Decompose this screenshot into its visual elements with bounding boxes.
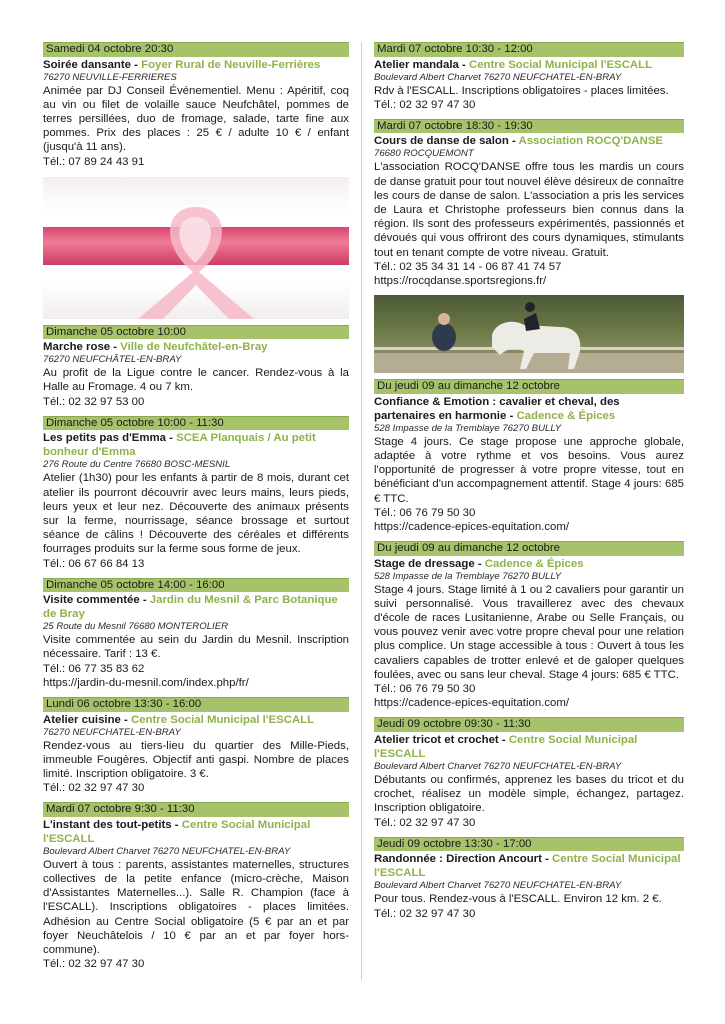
event-title: Soirée dansante — [43, 58, 131, 71]
event-phone: Tél.: 02 32 97 47 30 — [43, 782, 145, 795]
event-phone: Tél.: 06 76 79 50 30 — [374, 506, 476, 519]
right-column — [374, 42, 684, 928]
event-description: L'association ROCQ'DANSE offre tous les mardis un cours de danse gratuit pour tout nouvel élève désireux de connaître les cours de danse de salon. L'association a pris les services de Laura et Christophe professeurs bien connus dans la région. Ils sont des professeurs expérimentés, passionnés et dévoués qui vous offriront des cours dynamiques, stimulants tout en tenant compte de votre niveau. Gratuit. — [374, 161, 684, 259]
event-description: Visite commentée au sein du Jardin du Mesnil. Inscription nécessaire. Tarif : 13 €. — [43, 634, 349, 661]
event-address: 76680 ROCQUEMONT — [374, 148, 474, 160]
event-description: Stage 4 jours. Ce stage propose une approche globale, adaptée à votre rythme et vos besoins. Vous aurez l'opportunité de progresser à votre propre vitesse, tout en bénéficiant d'un accompagnement attentif. Stage 4 jours: 685 € TTC. — [374, 435, 684, 505]
event-date: Dimanche 05 octobre 10:00 — [43, 325, 349, 340]
event-date: Mardi 07 octobre 10:30 - 12:00 — [374, 42, 684, 57]
event-organizer: SCEA Planquais / Au petit bonheur d'Emma — [43, 432, 316, 459]
event-phone: Tél.: 07 89 24 43 91 — [43, 155, 145, 168]
event-phone: Tél.: 02 32 97 47 30 — [374, 816, 476, 829]
event-soiree-dansante: Samedi 04 octobre 20:30 Soirée dansante - Foyer Rural de Neuville-Ferrières 76270 NEUVILLE-FERRIERES Animée par DJ Conseil Événementiel. Menu : Apéritif, coq au vin ou filet de volaille sauce Neufchâtel, pommes de terres persillées, duo de fromage, salade, tarte fine aux pommes. Prix des places : 25 € / adulte 10 € / enfant (jusqu'à 11 ans). Tél.: 07 89 24 43 91 — [43, 43, 349, 168]
event-description: Rdv à l'ESCALL. Inscriptions obligatoires - places limitées. — [374, 84, 669, 97]
event-description: Atelier (1h30) pour les enfants à partir de 8 mois, durant cet atelier ils pourront découvrir avec leurs mains, leurs pieds, leurs yeux et leur nez. Découverte des animaux présents sur la ferme, nourrissage, séance brossage et surtout séance de câlins ! Découverte des céréales et différents fourrages produits sur la ferme sous forme de jeux. — [43, 472, 349, 556]
event-date: Lundi 06 octobre 13:30 - 16:00 — [43, 697, 349, 712]
event-address: 528 Impasse de la Tremblaye 76270 BULLY — [374, 422, 562, 434]
event-organizer: Centre Social Municipal l'ESCALL — [374, 733, 638, 760]
event-organizer: Jardin du Mesnil & Parc Botanique de Bray — [43, 594, 338, 621]
event-address: 76270 NEUVILLE-FERRIERES — [43, 71, 177, 83]
event-title: Marche rose — [43, 341, 111, 354]
event-organizer: Association ROCQ'DANSE — [518, 135, 664, 148]
event-website-link[interactable]: https://rocqdanse.sportsregions.fr/ — [374, 275, 547, 288]
event-title: Atelier tricot et crochet — [374, 733, 499, 746]
event-title: Randonnée : Direction Ancourt — [374, 853, 542, 866]
event-description: Pour tous. Rendez-vous à l'ESCALL. Environ 12 km. 2 €. — [374, 893, 662, 906]
event-description: Ouvert à tous : parents, assistantes maternelles, structures collectives de la petite enfance (micro-crèche, Maison d'Assistantes Maternelles...). Salle R. Champion (face à l'ESCALL). Inscriptions obligatoires - places limitées. Adhésion au Centre Social obligatoire (5 € par an et par foyer Neuchâtelois / 10 € par an et par foyer hors-commune). — [43, 858, 349, 957]
event-randonnee: Jeudi 09 octobre 13:30 - 17:00 Randonnée : Direction Ancourt - Centre Social Municipal l'ESCALL Boulevard Albert Charvet 76270 NEUFCHATEL-EN-BRAY Pour tous. Rendez-vous à l'ESCALL. Environ 12 km. 2 €. Tél.: 02 32 97 47 30 — [374, 837, 684, 921]
event-date: Dimanche 05 octobre 10:00 - 11:30 — [43, 416, 349, 431]
event-petits-pas-emma: Dimanche 05 octobre 10:00 - 11:30 Les petits pas d'Emma - SCEA Planquais / Au petit bonheur d'Emma 276 Route du Centre 76680 BOSC-MESNIL Atelier (1h30) pour les enfants à partir de 8 mois, durant cet atelier ils pourront découvrir avec leurs mains, leurs pieds, leurs yeux et leur nez. Découverte des animaux présents sur la ferme, nourrissage, séance brossage et surtout séance de câlins ! Découverte des céréales et différents fourrages produits sur la ferme sous forme de jeux. Tél.: 06 67 66 84 13 — [43, 416, 349, 570]
event-description: Débutants ou confirmés, apprenez les bases du tricot et du crochet, réalisez un modèle simple, échangez, partagez. Inscription obligatoire. — [374, 773, 684, 815]
event-description: Rendez-vous au tiers-lieu du quartier des Mille-Pieds, immeuble Fougères. Objectif anti gaspi. Nombre de places limité. Inscription obligatoire. 3 €. — [43, 739, 349, 780]
event-address: 25 Route du Mesnil 76680 MONTEROLIER — [43, 621, 229, 633]
event-address: 76270 NEUFCHATEL-EN-BRAY — [43, 726, 181, 738]
event-organizer: Centre Social Municipal l'ESCALL — [131, 713, 315, 726]
event-date: Samedi 04 octobre 20:30 — [43, 42, 349, 57]
event-marche-rose: Dimanche 05 octobre 10:00 Marche rose - Ville de Neufchâtel-en-Bray 76270 NEUFCHÂTEL-EN-BRAY Au profit de la Ligue contre le cancer. Rendez-vous à la Halle au Fromage. 4 ou 7 km. Tél.: 02 32 97 53 00 — [43, 325, 349, 408]
event-phone: Tél.: 06 76 79 50 30 — [374, 683, 476, 696]
event-website-link[interactable]: https://jardin-du-mesnil.com/index.php/fr/ — [43, 676, 249, 689]
event-phone: Tél.: 02 32 97 47 30 — [43, 958, 145, 971]
event-phone: Tél.: 06 67 66 84 13 — [43, 557, 145, 570]
event-title: Les petits pas d'Emma — [43, 432, 166, 445]
event-phone: Tél.: 06 77 35 83 62 — [43, 662, 145, 675]
event-description: Stage 4 jours. Stage limité à 1 ou 2 cavaliers pour garantir un suivi personnalisé. Vous travaillerez avec des chevaux d'école de races Lusitanienne, Arabe ou Selle Français, ou vous pouvez venir avec votre propre cheval pour une relation plus complice. Un stage accessible à tous : Ouvert à tous les cavaliers capables de trotter enlevé et de galoper quelques foulées, avec ou sans leur cheval. Stage 4 jours: 685 € TTC. — [374, 583, 684, 681]
event-visite-commentee: Dimanche 05 octobre 14:00 - 16:00 Visite commentée - Jardin du Mesnil & Parc Botanique de Bray 25 Route du Mesnil 76680 MONTEROLIER Visite commentée au sein du Jardin du Mesnil. Inscription nécessaire. Tarif : 13 €. Tél.: 06 77 35 83 62 https://jardin-du-mesnil.com/index.php/fr/ — [43, 578, 349, 689]
event-date: Mardi 07 octobre 9:30 - 11:30 — [43, 802, 349, 817]
event-title: Visite commentée — [43, 594, 140, 607]
event-address: Boulevard Albert Charvet 76270 NEUFCHATEL-EN-BRAY — [43, 845, 291, 857]
event-date: Mardi 07 octobre 18:30 - 19:30 — [374, 119, 684, 134]
event-instant-tout-petits: Mardi 07 octobre 9:30 - 11:30 L'instant des tout-petits - Centre Social Municipal l'ESCALL Boulevard Albert Charvet 76270 NEUFCHATEL-EN-BRAY Ouvert à tous : parents, assistantes maternelles, structures collectives de la petite enfance (micro-crèche, Maison d'Assistantes Maternelles...). Salle R. Champion (face à l'ESCALL). Inscriptions obligatoires - places limitées. Adhésion au Centre Social obligatoire (5 € par an et par foyer Neuchâtelois / 10 € par an et par foyer hors-commune). Tél.: 02 32 97 47 30 — [43, 803, 349, 971]
event-phone: Tél.: 02 32 97 53 00 — [43, 395, 145, 408]
event-organizer: Foyer Rural de Neuville-Ferrières — [141, 58, 321, 71]
horse-riding-photo — [374, 295, 684, 373]
event-address: Boulevard Albert Charvet 76270 NEUFCHATEL-EN-BRAY — [374, 760, 622, 772]
event-phone: Tél.: 02 35 34 31 14 - 06 87 41 74 57 — [374, 260, 562, 273]
event-date: Jeudi 09 octobre 13:30 - 17:00 — [374, 837, 684, 852]
event-address: Boulevard Albert Charvet 76270 NEUFCHATEL-EN-BRAY — [374, 71, 622, 83]
event-title: Stage de dressage — [374, 557, 475, 570]
event-address: 76270 NEUFCHÂTEL-EN-BRAY — [43, 354, 182, 366]
event-atelier-tricot: Jeudi 09 octobre 09:30 - 11:30 Atelier tricot et crochet - Centre Social Municipal l'ESCALL Boulevard Albert Charvet 76270 NEUFCHATEL-EN-BRAY Débutants ou confirmés, apprenez les bases du tricot et du crochet, réalisez un modèle simple, échangez, partagez. Inscription obligatoire. Tél.: 02 32 97 47 30 — [374, 718, 684, 829]
event-title: L'instant des tout-petits — [43, 818, 172, 831]
event-address: 528 Impasse de la Tremblaye 76270 BULLY — [374, 570, 562, 582]
event-description: Animée par DJ Conseil Événementiel. Menu : Apéritif, coq au vin ou filet de volaille sauce Neufchâtel, pommes de terres persillées, duo de fromage, salade, tarte fine aux pommes. Prix des places : 25 € / adulte 10 € / enfant (jusqu'à 11 ans). — [43, 84, 349, 154]
event-website-link[interactable]: https://cadence-epices-equitation.com/ — [374, 520, 570, 533]
event-title: Atelier mandala — [374, 58, 459, 71]
event-date: Du jeudi 09 au dimanche 12 octobre — [374, 379, 684, 394]
event-date: Jeudi 09 octobre 09:30 - 11:30 — [374, 717, 684, 732]
event-title: Confiance & Emotion : cavalier et cheval, des partenaires en harmonie — [374, 395, 620, 422]
event-phone: Tél.: 02 32 97 47 30 — [374, 98, 476, 111]
event-date: Dimanche 05 octobre 14:00 - 16:00 — [43, 578, 349, 593]
event-date: Du jeudi 09 au dimanche 12 octobre — [374, 541, 684, 556]
left-column — [43, 42, 349, 979]
event-phone: Tél.: 02 32 97 47 30 — [374, 907, 476, 920]
event-title: Cours de danse de salon — [374, 135, 509, 148]
event-address: Boulevard Albert Charvet 76270 NEUFCHATEL-EN-BRAY — [374, 880, 622, 892]
event-atelier-cuisine: Lundi 06 octobre 13:30 - 16:00 Atelier cuisine - Centre Social Municipal l'ESCALL 76270 NEUFCHATEL-EN-BRAY Rendez-vous au tiers-lieu du quartier des Mille-Pieds, immeuble Fougères. Objectif anti gaspi. Nombre de places limité. Inscription obligatoire. 3 €. Tél.: 02 32 97 47 30 — [43, 698, 349, 795]
pink-ribbon-photo — [43, 177, 349, 319]
event-atelier-mandala: Mardi 07 octobre 10:30 - 12:00 Atelier mandala - Centre Social Municipal l'ESCALL Boulevard Albert Charvet 76270 NEUFCHATEL-EN-BRAY Rdv à l'ESCALL. Inscriptions obligatoires - places limitées. Tél.: 02 32 97 47 30 — [374, 42, 684, 112]
event-address: 276 Route du Centre 76680 BOSC-MESNIL — [43, 459, 231, 471]
event-stage-dressage: Du jeudi 09 au dimanche 12 octobre Stage de dressage - Cadence & Épices 528 Impasse de la Tremblaye 76270 BULLY Stage 4 jours. Stage limité à 1 ou 2 cavaliers pour garantir un suivi personnalisé. Vous travaillerez avec des chevaux d'école de races Lusitanienne, Arabe ou Selle Français, ou vous pouvez venir avec votre propre cheval pour une relation plus complice. Un stage accessible à tous : Ouvert à tous les cavaliers capables de trotter enlevé et de galoper quelques foulées, avec ou sans leur cheval. Stage 4 jours: 685 € TTC. Tél.: 06 76 79 50 30 https://cadence-epices-equitation.com/ — [374, 542, 684, 710]
event-organizer: Centre Social Municipal l'ESCALL — [468, 58, 653, 71]
event-description: Au profit de la Ligue contre le cancer. Rendez-vous à la Halle au Fromage. 4 ou 7 km. — [43, 367, 349, 394]
event-organizer: Ville de Neufchâtel-en-Bray — [120, 341, 268, 354]
event-website-link[interactable]: https://cadence-epices-equitation.com/ — [374, 697, 570, 710]
event-organizer: Cadence & Épices — [484, 557, 584, 570]
event-organizer: Centre Social Municipal l'ESCALL — [374, 853, 681, 880]
event-confiance-emotion: Du jeudi 09 au dimanche 12 octobre Confiance & Emotion : cavalier et cheval, des partenaires en harmonie - Cadence & Épices 528 Impasse de la Tremblaye 76270 BULLY Stage 4 jours. Ce stage propose une approche globale, adaptée à votre rythme et vos besoins. Vous aurez l'opportunité de progresser à votre propre vitesse, tout en bénéficiant d'un accompagnement attentif. Stage 4 jours: 685 € TTC. Tél.: 06 76 79 50 30 https://cadence-epices-equitation.com/ — [374, 380, 684, 533]
event-cours-danse: Mardi 07 octobre 18:30 - 19:30 Cours de danse de salon - Association ROCQ'DANSE 76680 ROCQUEMONT L'association ROCQ'DANSE offre tous les mardis un cours de danse gratuit pour tout nouvel élève désireux de connaître les cours de danse de salon. L'association a pris les services de Laura et Christophe professeurs bien connus dans la région. Ils sont des professeurs expérimentés, passionnés et dévoués qui vous offriront des cours dynamiques, stimulants tout en tenant compte de votre niveau. Gratuit. Tél.: 02 35 34 31 14 - 06 87 41 74 57 https://rocqdanse.sportsregions.fr/ — [374, 119, 684, 288]
event-organizer: Centre Social Municipal l'ESCALL — [43, 818, 311, 845]
event-organizer: Cadence & Épices — [516, 409, 616, 422]
event-title: Atelier cuisine — [43, 713, 121, 726]
column-divider — [361, 42, 362, 980]
